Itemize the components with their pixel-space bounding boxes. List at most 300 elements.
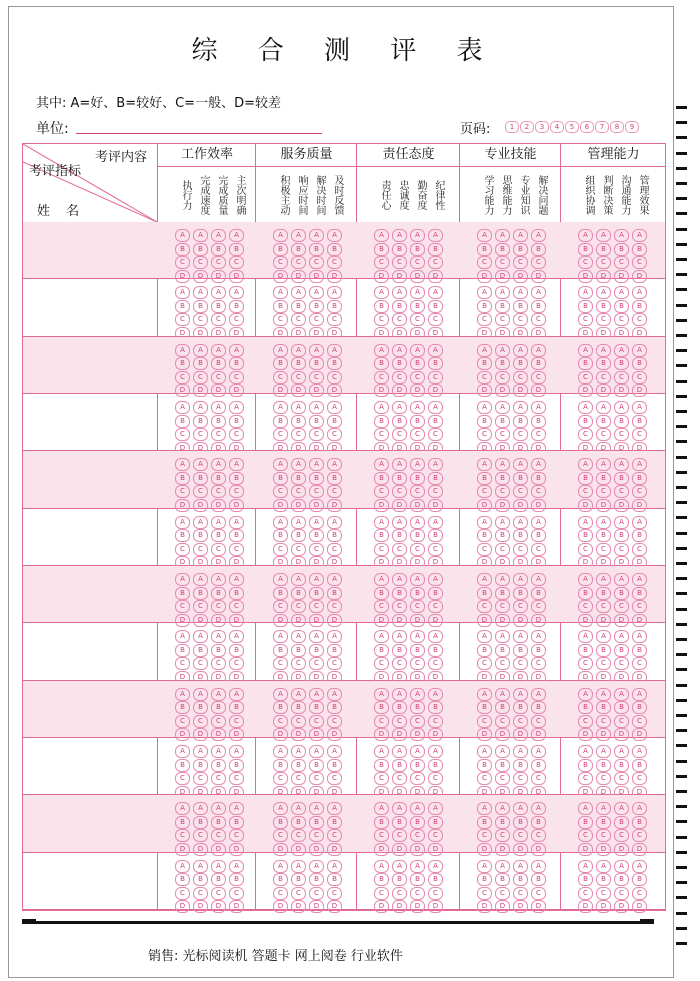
answer-bubble-c[interactable]: C [513, 256, 528, 269]
answer-bubble-c[interactable]: C [309, 887, 324, 900]
answer-bubble-a[interactable]: A [596, 802, 611, 815]
answer-bubble-b[interactable]: B [291, 816, 306, 829]
answer-bubble-a[interactable]: A [392, 229, 407, 242]
answer-bubble-d[interactable]: D [596, 728, 611, 741]
answer-bubble-c[interactable]: C [410, 428, 425, 441]
answer-bubble-d[interactable]: D [392, 327, 407, 340]
answer-bubble-a[interactable]: A [229, 229, 244, 242]
answer-bubble-b[interactable]: B [578, 587, 593, 600]
answer-bubble-d[interactable]: D [578, 442, 593, 455]
answer-bubble-a[interactable]: A [477, 401, 492, 414]
answer-bubble-a[interactable]: A [477, 688, 492, 701]
answer-bubble-d[interactable]: D [531, 843, 546, 856]
answer-bubble-d[interactable]: D [175, 728, 190, 741]
answer-bubble-c[interactable]: C [531, 887, 546, 900]
answer-bubble-c[interactable]: C [531, 657, 546, 670]
answer-bubble-b[interactable]: B [614, 243, 629, 256]
answer-bubble-b[interactable]: B [309, 243, 324, 256]
answer-bubble-d[interactable]: D [410, 900, 425, 913]
answer-bubble-a[interactable]: A [596, 286, 611, 299]
answer-bubble-d[interactable]: D [374, 728, 389, 741]
answer-bubble-d[interactable]: D [229, 900, 244, 913]
answer-bubble-c[interactable]: C [374, 543, 389, 556]
answer-bubble-b[interactable]: B [513, 529, 528, 542]
answer-bubble-d[interactable]: D [531, 671, 546, 684]
answer-bubble-c[interactable]: C [374, 600, 389, 613]
answer-bubble-c[interactable]: C [632, 485, 647, 498]
answer-bubble-b[interactable]: B [428, 472, 443, 485]
answer-bubble-a[interactable]: A [229, 860, 244, 873]
answer-bubble-d[interactable]: D [327, 270, 342, 283]
answer-bubble-c[interactable]: C [531, 829, 546, 842]
answer-bubble-a[interactable]: A [477, 860, 492, 873]
answer-bubble-d[interactable]: D [632, 900, 647, 913]
answer-bubble-d[interactable]: D [428, 556, 443, 569]
answer-bubble-a[interactable]: A [531, 860, 546, 873]
answer-bubble-d[interactable]: D [632, 442, 647, 455]
answer-bubble-a[interactable]: A [175, 630, 190, 643]
answer-bubble-a[interactable]: A [193, 229, 208, 242]
answer-bubble-c[interactable]: C [291, 657, 306, 670]
answer-bubble-d[interactable]: D [273, 671, 288, 684]
answer-bubble-b[interactable]: B [428, 873, 443, 886]
answer-bubble-b[interactable]: B [374, 243, 389, 256]
answer-bubble-d[interactable]: D [596, 442, 611, 455]
answer-bubble-b[interactable]: B [477, 415, 492, 428]
answer-bubble-c[interactable]: C [596, 313, 611, 326]
answer-bubble-d[interactable]: D [513, 843, 528, 856]
answer-bubble-b[interactable]: B [374, 300, 389, 313]
answer-bubble-c[interactable]: C [392, 887, 407, 900]
answer-bubble-c[interactable]: C [410, 887, 425, 900]
answer-bubble-b[interactable]: B [374, 529, 389, 542]
answer-bubble-c[interactable]: C [229, 428, 244, 441]
answer-bubble-d[interactable]: D [229, 499, 244, 512]
answer-bubble-d[interactable]: D [175, 843, 190, 856]
answer-bubble-d[interactable]: D [495, 728, 510, 741]
answer-bubble-c[interactable]: C [495, 313, 510, 326]
answer-bubble-c[interactable]: C [578, 371, 593, 384]
answer-bubble-b[interactable]: B [410, 816, 425, 829]
answer-bubble-a[interactable]: A [531, 688, 546, 701]
answer-bubble-b[interactable]: B [410, 415, 425, 428]
answer-bubble-c[interactable]: C [578, 600, 593, 613]
answer-bubble-c[interactable]: C [578, 887, 593, 900]
answer-bubble-b[interactable]: B [309, 472, 324, 485]
answer-bubble-b[interactable]: B [632, 300, 647, 313]
answer-bubble-d[interactable]: D [273, 786, 288, 799]
answer-bubble-a[interactable]: A [273, 229, 288, 242]
answer-bubble-b[interactable]: B [309, 357, 324, 370]
answer-bubble-a[interactable]: A [614, 573, 629, 586]
answer-bubble-c[interactable]: C [229, 772, 244, 785]
answer-bubble-b[interactable]: B [392, 816, 407, 829]
answer-bubble-a[interactable]: A [229, 401, 244, 414]
answer-bubble-a[interactable]: A [392, 745, 407, 758]
answer-bubble-b[interactable]: B [632, 816, 647, 829]
answer-bubble-d[interactable]: D [229, 442, 244, 455]
answer-bubble-b[interactable]: B [531, 759, 546, 772]
answer-bubble-c[interactable]: C [211, 485, 226, 498]
answer-bubble-c[interactable]: C [632, 600, 647, 613]
answer-bubble-d[interactable]: D [531, 327, 546, 340]
answer-bubble-a[interactable]: A [428, 229, 443, 242]
answer-bubble-c[interactable]: C [193, 829, 208, 842]
page-digit-bubble[interactable]: 1 [505, 121, 519, 133]
answer-bubble-d[interactable]: D [578, 728, 593, 741]
answer-bubble-b[interactable]: B [410, 873, 425, 886]
answer-bubble-a[interactable]: A [578, 401, 593, 414]
answer-bubble-b[interactable]: B [513, 415, 528, 428]
answer-bubble-d[interactable]: D [291, 499, 306, 512]
answer-bubble-d[interactable]: D [193, 442, 208, 455]
answer-bubble-a[interactable]: A [578, 688, 593, 701]
answer-bubble-d[interactable]: D [309, 900, 324, 913]
answer-bubble-a[interactable]: A [327, 344, 342, 357]
answer-bubble-d[interactable]: D [291, 900, 306, 913]
answer-bubble-c[interactable]: C [175, 371, 190, 384]
answer-bubble-b[interactable]: B [578, 873, 593, 886]
answer-bubble-b[interactable]: B [374, 873, 389, 886]
answer-bubble-a[interactable]: A [175, 745, 190, 758]
answer-bubble-c[interactable]: C [309, 829, 324, 842]
answer-bubble-d[interactable]: D [211, 728, 226, 741]
answer-bubble-d[interactable]: D [327, 900, 342, 913]
answer-bubble-c[interactable]: C [175, 772, 190, 785]
answer-bubble-d[interactable]: D [374, 270, 389, 283]
answer-bubble-a[interactable]: A [410, 573, 425, 586]
answer-bubble-c[interactable]: C [291, 772, 306, 785]
page-digit-bubble[interactable]: 5 [565, 121, 579, 133]
answer-bubble-a[interactable]: A [229, 573, 244, 586]
answer-bubble-c[interactable]: C [211, 657, 226, 670]
answer-bubble-a[interactable]: A [309, 573, 324, 586]
answer-bubble-b[interactable]: B [596, 816, 611, 829]
answer-bubble-b[interactable]: B [273, 873, 288, 886]
answer-bubble-c[interactable]: C [477, 543, 492, 556]
answer-bubble-a[interactable]: A [309, 860, 324, 873]
answer-bubble-c[interactable]: C [477, 829, 492, 842]
answer-bubble-d[interactable]: D [229, 327, 244, 340]
page-digit-bubble[interactable]: 9 [625, 121, 639, 133]
answer-bubble-b[interactable]: B [392, 472, 407, 485]
answer-bubble-c[interactable]: C [229, 657, 244, 670]
answer-bubble-d[interactable]: D [614, 499, 629, 512]
answer-bubble-d[interactable]: D [513, 556, 528, 569]
answer-bubble-c[interactable]: C [495, 715, 510, 728]
answer-bubble-b[interactable]: B [392, 529, 407, 542]
answer-bubble-b[interactable]: B [513, 587, 528, 600]
answer-bubble-a[interactable]: A [193, 344, 208, 357]
answer-bubble-d[interactable]: D [513, 270, 528, 283]
answer-bubble-c[interactable]: C [193, 428, 208, 441]
answer-bubble-b[interactable]: B [477, 357, 492, 370]
answer-bubble-a[interactable]: A [596, 688, 611, 701]
answer-bubble-c[interactable]: C [596, 887, 611, 900]
answer-bubble-b[interactable]: B [175, 644, 190, 657]
answer-bubble-a[interactable]: A [273, 802, 288, 815]
answer-bubble-d[interactable]: D [513, 671, 528, 684]
answer-bubble-a[interactable]: A [291, 573, 306, 586]
answer-bubble-a[interactable]: A [193, 860, 208, 873]
answer-bubble-b[interactable]: B [392, 759, 407, 772]
answer-bubble-c[interactable]: C [193, 313, 208, 326]
answer-bubble-d[interactable]: D [632, 671, 647, 684]
answer-bubble-b[interactable]: B [596, 529, 611, 542]
answer-bubble-c[interactable]: C [309, 371, 324, 384]
answer-bubble-c[interactable]: C [193, 256, 208, 269]
answer-bubble-d[interactable]: D [632, 614, 647, 627]
answer-bubble-a[interactable]: A [410, 802, 425, 815]
answer-bubble-a[interactable]: A [632, 458, 647, 471]
answer-bubble-b[interactable]: B [578, 300, 593, 313]
answer-bubble-c[interactable]: C [477, 772, 492, 785]
answer-bubble-b[interactable]: B [531, 243, 546, 256]
answer-bubble-d[interactable]: D [513, 728, 528, 741]
answer-bubble-a[interactable]: A [513, 229, 528, 242]
answer-bubble-d[interactable]: D [273, 442, 288, 455]
answer-bubble-d[interactable]: D [513, 900, 528, 913]
answer-bubble-a[interactable]: A [291, 458, 306, 471]
answer-bubble-c[interactable]: C [614, 428, 629, 441]
answer-bubble-b[interactable]: B [632, 529, 647, 542]
answer-bubble-d[interactable]: D [175, 327, 190, 340]
answer-bubble-a[interactable]: A [632, 229, 647, 242]
answer-bubble-b[interactable]: B [374, 759, 389, 772]
answer-bubble-b[interactable]: B [428, 759, 443, 772]
answer-bubble-d[interactable]: D [632, 327, 647, 340]
answer-bubble-a[interactable]: A [229, 745, 244, 758]
answer-bubble-c[interactable]: C [614, 600, 629, 613]
answer-bubble-b[interactable]: B [193, 701, 208, 714]
answer-bubble-b[interactable]: B [614, 816, 629, 829]
answer-bubble-d[interactable]: D [531, 556, 546, 569]
answer-bubble-c[interactable]: C [477, 657, 492, 670]
answer-bubble-b[interactable]: B [513, 300, 528, 313]
answer-bubble-a[interactable]: A [273, 860, 288, 873]
answer-bubble-c[interactable]: C [229, 371, 244, 384]
answer-bubble-b[interactable]: B [374, 701, 389, 714]
answer-bubble-b[interactable]: B [193, 415, 208, 428]
answer-bubble-d[interactable]: D [531, 900, 546, 913]
answer-bubble-d[interactable]: D [175, 900, 190, 913]
answer-bubble-a[interactable]: A [428, 344, 443, 357]
answer-bubble-c[interactable]: C [513, 313, 528, 326]
answer-bubble-a[interactable]: A [410, 344, 425, 357]
answer-bubble-a[interactable]: A [193, 573, 208, 586]
answer-bubble-c[interactable]: C [578, 543, 593, 556]
answer-bubble-c[interactable]: C [614, 829, 629, 842]
answer-bubble-b[interactable]: B [309, 587, 324, 600]
answer-bubble-a[interactable]: A [410, 458, 425, 471]
answer-bubble-b[interactable]: B [273, 701, 288, 714]
answer-bubble-d[interactable]: D [291, 556, 306, 569]
answer-bubble-d[interactable]: D [495, 384, 510, 397]
answer-bubble-c[interactable]: C [410, 829, 425, 842]
answer-bubble-c[interactable]: C [211, 715, 226, 728]
answer-bubble-d[interactable]: D [614, 270, 629, 283]
answer-bubble-c[interactable]: C [291, 485, 306, 498]
answer-bubble-d[interactable]: D [175, 442, 190, 455]
answer-bubble-c[interactable]: C [327, 772, 342, 785]
answer-bubble-d[interactable]: D [327, 384, 342, 397]
answer-bubble-d[interactable]: D [374, 384, 389, 397]
answer-bubble-d[interactable]: D [392, 499, 407, 512]
answer-bubble-c[interactable]: C [175, 313, 190, 326]
answer-bubble-c[interactable]: C [495, 543, 510, 556]
answer-bubble-b[interactable]: B [632, 587, 647, 600]
answer-bubble-a[interactable]: A [428, 860, 443, 873]
answer-bubble-c[interactable]: C [374, 313, 389, 326]
answer-bubble-a[interactable]: A [374, 516, 389, 529]
answer-bubble-a[interactable]: A [477, 573, 492, 586]
answer-bubble-c[interactable]: C [193, 543, 208, 556]
answer-bubble-c[interactable]: C [193, 371, 208, 384]
answer-bubble-c[interactable]: C [477, 313, 492, 326]
answer-bubble-b[interactable]: B [428, 243, 443, 256]
answer-bubble-a[interactable]: A [392, 860, 407, 873]
answer-bubble-d[interactable]: D [428, 384, 443, 397]
answer-bubble-a[interactable]: A [175, 458, 190, 471]
answer-bubble-b[interactable]: B [229, 816, 244, 829]
answer-bubble-b[interactable]: B [513, 759, 528, 772]
answer-bubble-c[interactable]: C [513, 657, 528, 670]
answer-bubble-a[interactable]: A [374, 229, 389, 242]
answer-bubble-a[interactable]: A [477, 458, 492, 471]
answer-bubble-a[interactable]: A [495, 458, 510, 471]
answer-bubble-d[interactable]: D [578, 900, 593, 913]
answer-bubble-c[interactable]: C [428, 428, 443, 441]
answer-bubble-a[interactable]: A [273, 344, 288, 357]
answer-bubble-c[interactable]: C [291, 256, 306, 269]
answer-bubble-d[interactable]: D [211, 499, 226, 512]
answer-bubble-c[interactable]: C [495, 256, 510, 269]
answer-bubble-a[interactable]: A [410, 745, 425, 758]
answer-bubble-b[interactable]: B [211, 701, 226, 714]
answer-bubble-a[interactable]: A [495, 688, 510, 701]
answer-bubble-b[interactable]: B [578, 759, 593, 772]
answer-bubble-d[interactable]: D [309, 270, 324, 283]
answer-bubble-d[interactable]: D [410, 327, 425, 340]
answer-bubble-d[interactable]: D [392, 270, 407, 283]
answer-bubble-a[interactable]: A [614, 229, 629, 242]
answer-bubble-c[interactable]: C [578, 313, 593, 326]
answer-bubble-d[interactable]: D [309, 671, 324, 684]
answer-bubble-c[interactable]: C [632, 772, 647, 785]
answer-bubble-d[interactable]: D [175, 556, 190, 569]
answer-bubble-d[interactable]: D [211, 843, 226, 856]
answer-bubble-a[interactable]: A [327, 401, 342, 414]
answer-bubble-b[interactable]: B [513, 873, 528, 886]
answer-bubble-d[interactable]: D [477, 900, 492, 913]
answer-bubble-b[interactable]: B [614, 701, 629, 714]
answer-bubble-b[interactable]: B [193, 644, 208, 657]
answer-bubble-b[interactable]: B [578, 243, 593, 256]
answer-bubble-d[interactable]: D [193, 270, 208, 283]
answer-bubble-a[interactable]: A [327, 802, 342, 815]
answer-bubble-b[interactable]: B [428, 415, 443, 428]
answer-bubble-c[interactable]: C [392, 715, 407, 728]
answer-bubble-b[interactable]: B [477, 816, 492, 829]
answer-bubble-c[interactable]: C [229, 600, 244, 613]
name-cell[interactable] [23, 337, 156, 393]
answer-bubble-a[interactable]: A [428, 516, 443, 529]
answer-bubble-a[interactable]: A [175, 573, 190, 586]
answer-bubble-b[interactable]: B [374, 587, 389, 600]
answer-bubble-d[interactable]: D [428, 499, 443, 512]
answer-bubble-b[interactable]: B [309, 415, 324, 428]
answer-bubble-b[interactable]: B [495, 701, 510, 714]
answer-bubble-b[interactable]: B [273, 415, 288, 428]
answer-bubble-d[interactable]: D [495, 556, 510, 569]
answer-bubble-c[interactable]: C [410, 371, 425, 384]
answer-bubble-b[interactable]: B [578, 529, 593, 542]
answer-bubble-a[interactable]: A [596, 401, 611, 414]
answer-bubble-d[interactable]: D [291, 384, 306, 397]
answer-bubble-b[interactable]: B [614, 472, 629, 485]
answer-bubble-c[interactable]: C [273, 600, 288, 613]
answer-bubble-b[interactable]: B [175, 701, 190, 714]
answer-bubble-a[interactable]: A [291, 344, 306, 357]
answer-bubble-b[interactable]: B [327, 415, 342, 428]
answer-bubble-b[interactable]: B [229, 701, 244, 714]
answer-bubble-d[interactable]: D [410, 671, 425, 684]
answer-bubble-b[interactable]: B [632, 357, 647, 370]
answer-bubble-d[interactable]: D [410, 786, 425, 799]
answer-bubble-c[interactable]: C [578, 715, 593, 728]
answer-bubble-b[interactable]: B [291, 701, 306, 714]
answer-bubble-a[interactable]: A [410, 688, 425, 701]
answer-bubble-c[interactable]: C [428, 829, 443, 842]
answer-bubble-d[interactable]: D [614, 671, 629, 684]
answer-bubble-a[interactable]: A [614, 860, 629, 873]
answer-bubble-a[interactable]: A [495, 229, 510, 242]
answer-bubble-d[interactable]: D [495, 499, 510, 512]
answer-bubble-a[interactable]: A [193, 802, 208, 815]
answer-bubble-a[interactable]: A [428, 745, 443, 758]
answer-bubble-a[interactable]: A [211, 458, 226, 471]
answer-bubble-d[interactable]: D [392, 384, 407, 397]
answer-bubble-c[interactable]: C [477, 371, 492, 384]
answer-bubble-c[interactable]: C [193, 887, 208, 900]
answer-bubble-d[interactable]: D [495, 614, 510, 627]
answer-bubble-b[interactable]: B [193, 759, 208, 772]
name-cell[interactable] [23, 566, 156, 622]
answer-bubble-d[interactable]: D [614, 786, 629, 799]
answer-bubble-a[interactable]: A [392, 630, 407, 643]
answer-bubble-b[interactable]: B [531, 587, 546, 600]
answer-bubble-d[interactable]: D [175, 270, 190, 283]
answer-bubble-c[interactable]: C [632, 428, 647, 441]
answer-bubble-d[interactable]: D [410, 270, 425, 283]
answer-bubble-b[interactable]: B [596, 300, 611, 313]
answer-bubble-d[interactable]: D [578, 671, 593, 684]
answer-bubble-b[interactable]: B [410, 529, 425, 542]
answer-bubble-c[interactable]: C [614, 371, 629, 384]
answer-bubble-a[interactable]: A [410, 229, 425, 242]
answer-bubble-b[interactable]: B [229, 587, 244, 600]
answer-bubble-a[interactable]: A [578, 745, 593, 758]
answer-bubble-d[interactable]: D [477, 270, 492, 283]
answer-bubble-d[interactable]: D [229, 270, 244, 283]
answer-bubble-a[interactable]: A [578, 516, 593, 529]
answer-bubble-c[interactable]: C [211, 829, 226, 842]
answer-bubble-a[interactable]: A [392, 688, 407, 701]
answer-bubble-a[interactable]: A [327, 573, 342, 586]
answer-bubble-b[interactable]: B [578, 701, 593, 714]
answer-bubble-b[interactable]: B [495, 529, 510, 542]
answer-bubble-b[interactable]: B [495, 243, 510, 256]
